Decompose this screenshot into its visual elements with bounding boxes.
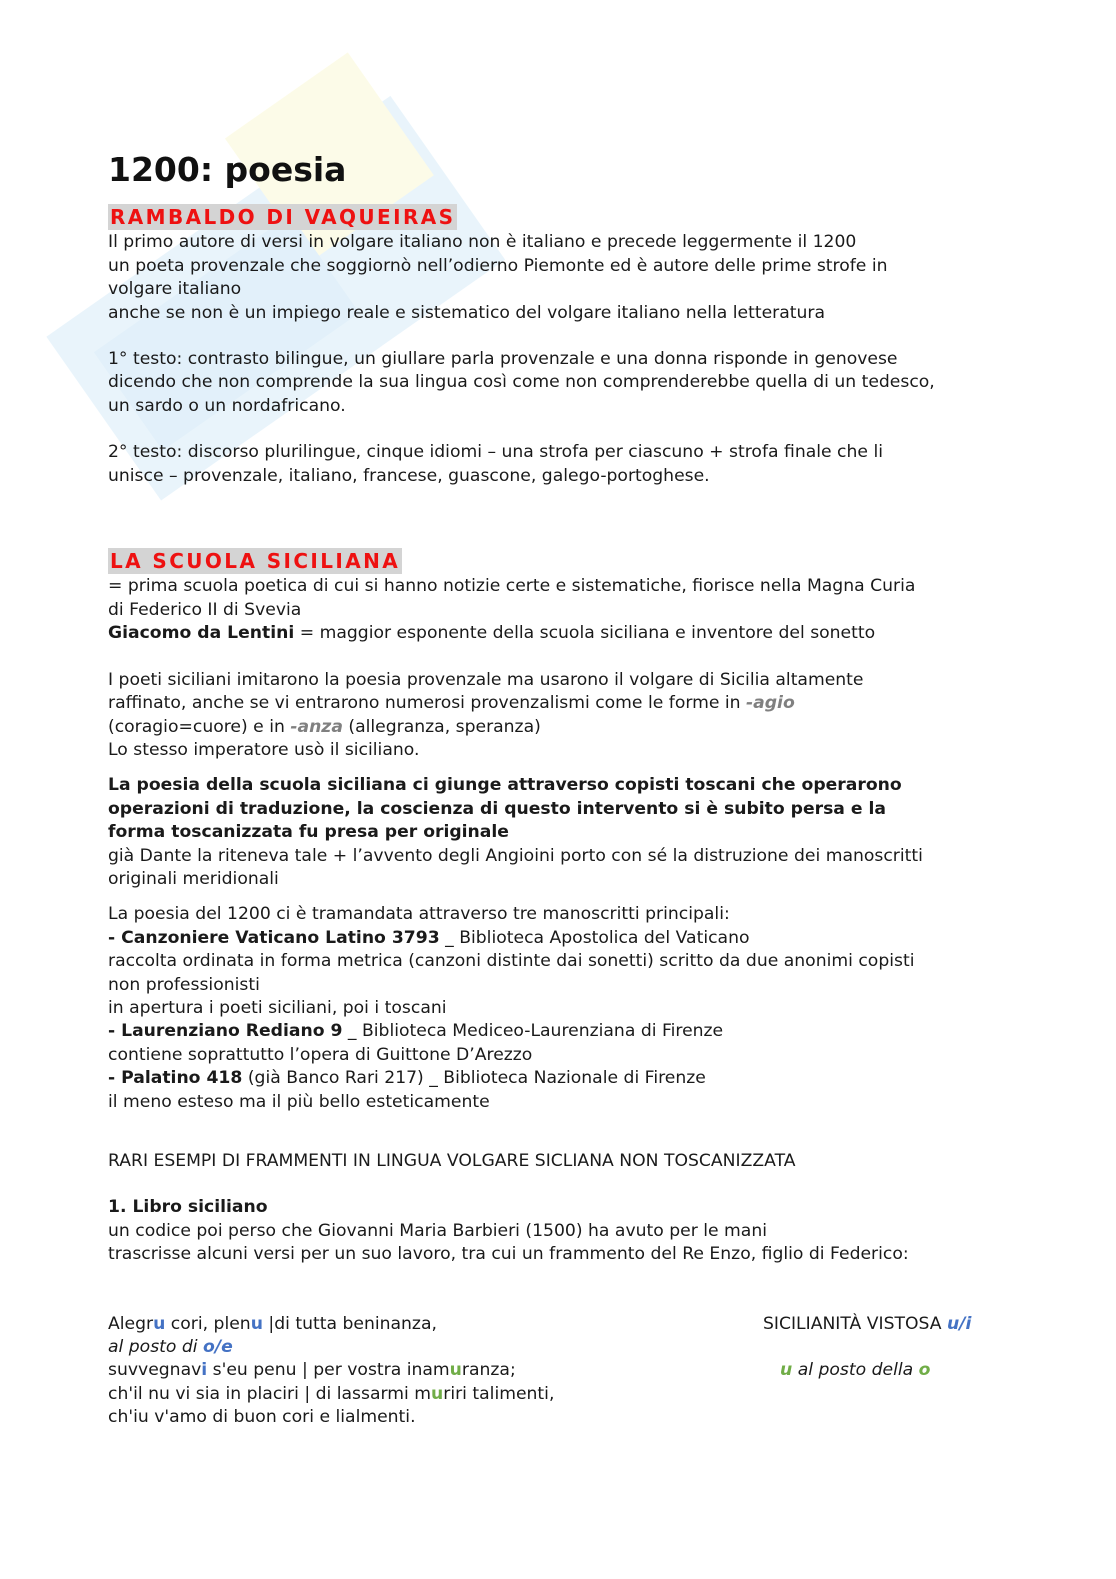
bold-line: La poesia della scuola siciliana ci giunge attraverso copisti toscani che operarono xyxy=(108,775,902,796)
poem-line: ch'iu v'amo di buon cori e lialmenti. xyxy=(108,1407,416,1428)
text-line: I poeti siciliani imitarono la poesia provenzale ma usarono il volgare di Sicilia altamente xyxy=(108,669,864,690)
section-rambaldo xyxy=(108,204,1028,488)
section-scuola-siciliana xyxy=(108,548,1028,1267)
text-line: trascrisse alcuni versi per un suo lavoro, tra cui un frammento del Re Enzo, figlio di Federico: xyxy=(108,1244,909,1265)
text-line: (coragio=cuore) e in -anza (allegranza, speranza) xyxy=(108,716,541,737)
bold-line: operazioni di traduzione, la coscienza di questo intervento si è subito persa e la xyxy=(108,798,887,819)
text-line: volgare italiano xyxy=(108,279,242,300)
text-line: unisce – provenzale, italiano, francese, guascone, galego-portoghese. xyxy=(108,465,710,486)
text-line: raffinato, anche se vi entrarono numerosi provenzalismi come le forme in -agio xyxy=(108,693,795,714)
note-u-al-posto: u al posto della o xyxy=(780,1359,931,1380)
manuscript-line: - Palatino 418 (già Banco Rari 217) _ Biblioteca Nazionale di Firenze xyxy=(108,1068,706,1089)
section-heading: RAMBALDO DI VAQUEIRAS xyxy=(110,205,456,229)
bold-line: forma toscanizzata fu presa per originale xyxy=(108,822,509,843)
poem-line: ch'il nu vi sia in placiri | di lassarmi muriri talimenti, xyxy=(108,1383,555,1404)
section-heading: LA SCUOLA SICILIANA xyxy=(110,549,401,574)
text-line: = prima scuola poetica di cui si hanno notizie certe e sistematiche, fiorisce nella Magna Curia xyxy=(108,576,916,597)
text-line: 2° testo: discorso plurilingue, cinque idiomi – una strofa per ciascuno + strofa finale che li xyxy=(108,442,883,463)
text-line: Giacomo da Lentini = maggior esponente della scuola siciliana e inventore del sonetto xyxy=(108,623,876,644)
text-line: già Dante la riteneva tale + l’avvento degli Angioini porto con sé la distruzione dei manoscritti xyxy=(108,845,923,866)
page-title: 1200: poesia xyxy=(108,150,347,189)
poem-line: Alegru cori, plenu |di tutta beninanza, xyxy=(108,1313,437,1334)
text-line: anche se non è un impiego reale e sistematico del volgare italiano nella letteratura xyxy=(108,302,825,323)
text-line: di Federico II di Svevia xyxy=(108,599,302,620)
text-line: 1° testo: contrasto bilingue, un giullare parla provenzale e una donna risponde in genovese xyxy=(108,349,898,370)
text-line: dicendo che non comprende la sua lingua così come non comprenderebbe quella di un tedesco, xyxy=(108,372,935,393)
text-line: il meno esteso ma il più bello esteticamente xyxy=(108,1091,490,1112)
suffix-agio: -agio xyxy=(746,693,795,714)
text-line: originali meridionali xyxy=(108,868,279,889)
bold-term: Giacomo da Lentini xyxy=(108,623,295,644)
manuscript-line: - Canzoniere Vaticano Latino 3793 _ Biblioteca Apostolica del Vaticano xyxy=(108,927,750,948)
document-body xyxy=(108,150,1028,1430)
text-line: Il primo autore di versi in volgare italiano non è italiano e precede leggermente il 1200 xyxy=(108,232,857,253)
suffix-anza: -anza xyxy=(290,716,343,737)
text-line: raccolta ordinata in forma metrica (canzoni distinte dai sonetti) scritto da due anonimi copisti xyxy=(108,951,915,972)
text-line: La poesia del 1200 ci è tramandata attraverso tre manoscritti principali: xyxy=(108,904,730,925)
text-line: RARI ESEMPI DI FRAMMENTI IN LINGUA VOLGARE SICLIANA NON TOSCANIZZATA xyxy=(108,1151,796,1171)
poem-note-line: al posto di o/e xyxy=(108,1337,233,1358)
text-line: Lo stesso imperatore usò il siciliano. xyxy=(108,739,420,760)
subheading: 1. Libro siciliano xyxy=(108,1197,268,1218)
manuscript-line: - Laurenziano Rediano 9 _ Biblioteca Mediceo-Laurenziana di Firenze xyxy=(108,1021,724,1042)
text-line: contiene soprattutto l’opera di Guittone D’Arezzo xyxy=(108,1044,533,1065)
text-line: in apertura i poeti siciliani, poi i toscani xyxy=(108,997,447,1018)
text-line: un codice poi perso che Giovanni Maria Barbieri (1500) ha avuto per le mani xyxy=(108,1220,767,1241)
note-sicilianita: SICILIANITÀ VISTOSA u/i xyxy=(763,1313,972,1334)
text-line: un poeta provenzale che soggiornò nell’odierno Piemonte ed è autore delle prime strofe in xyxy=(108,255,888,276)
poem-fragment xyxy=(108,1313,1028,1430)
poem-line: suvvegnavi s'eu penu | per vostra inamuranza; xyxy=(108,1360,516,1381)
text-line: non professionisti xyxy=(108,974,260,995)
text-line: un sardo o un nordafricano. xyxy=(108,395,346,416)
